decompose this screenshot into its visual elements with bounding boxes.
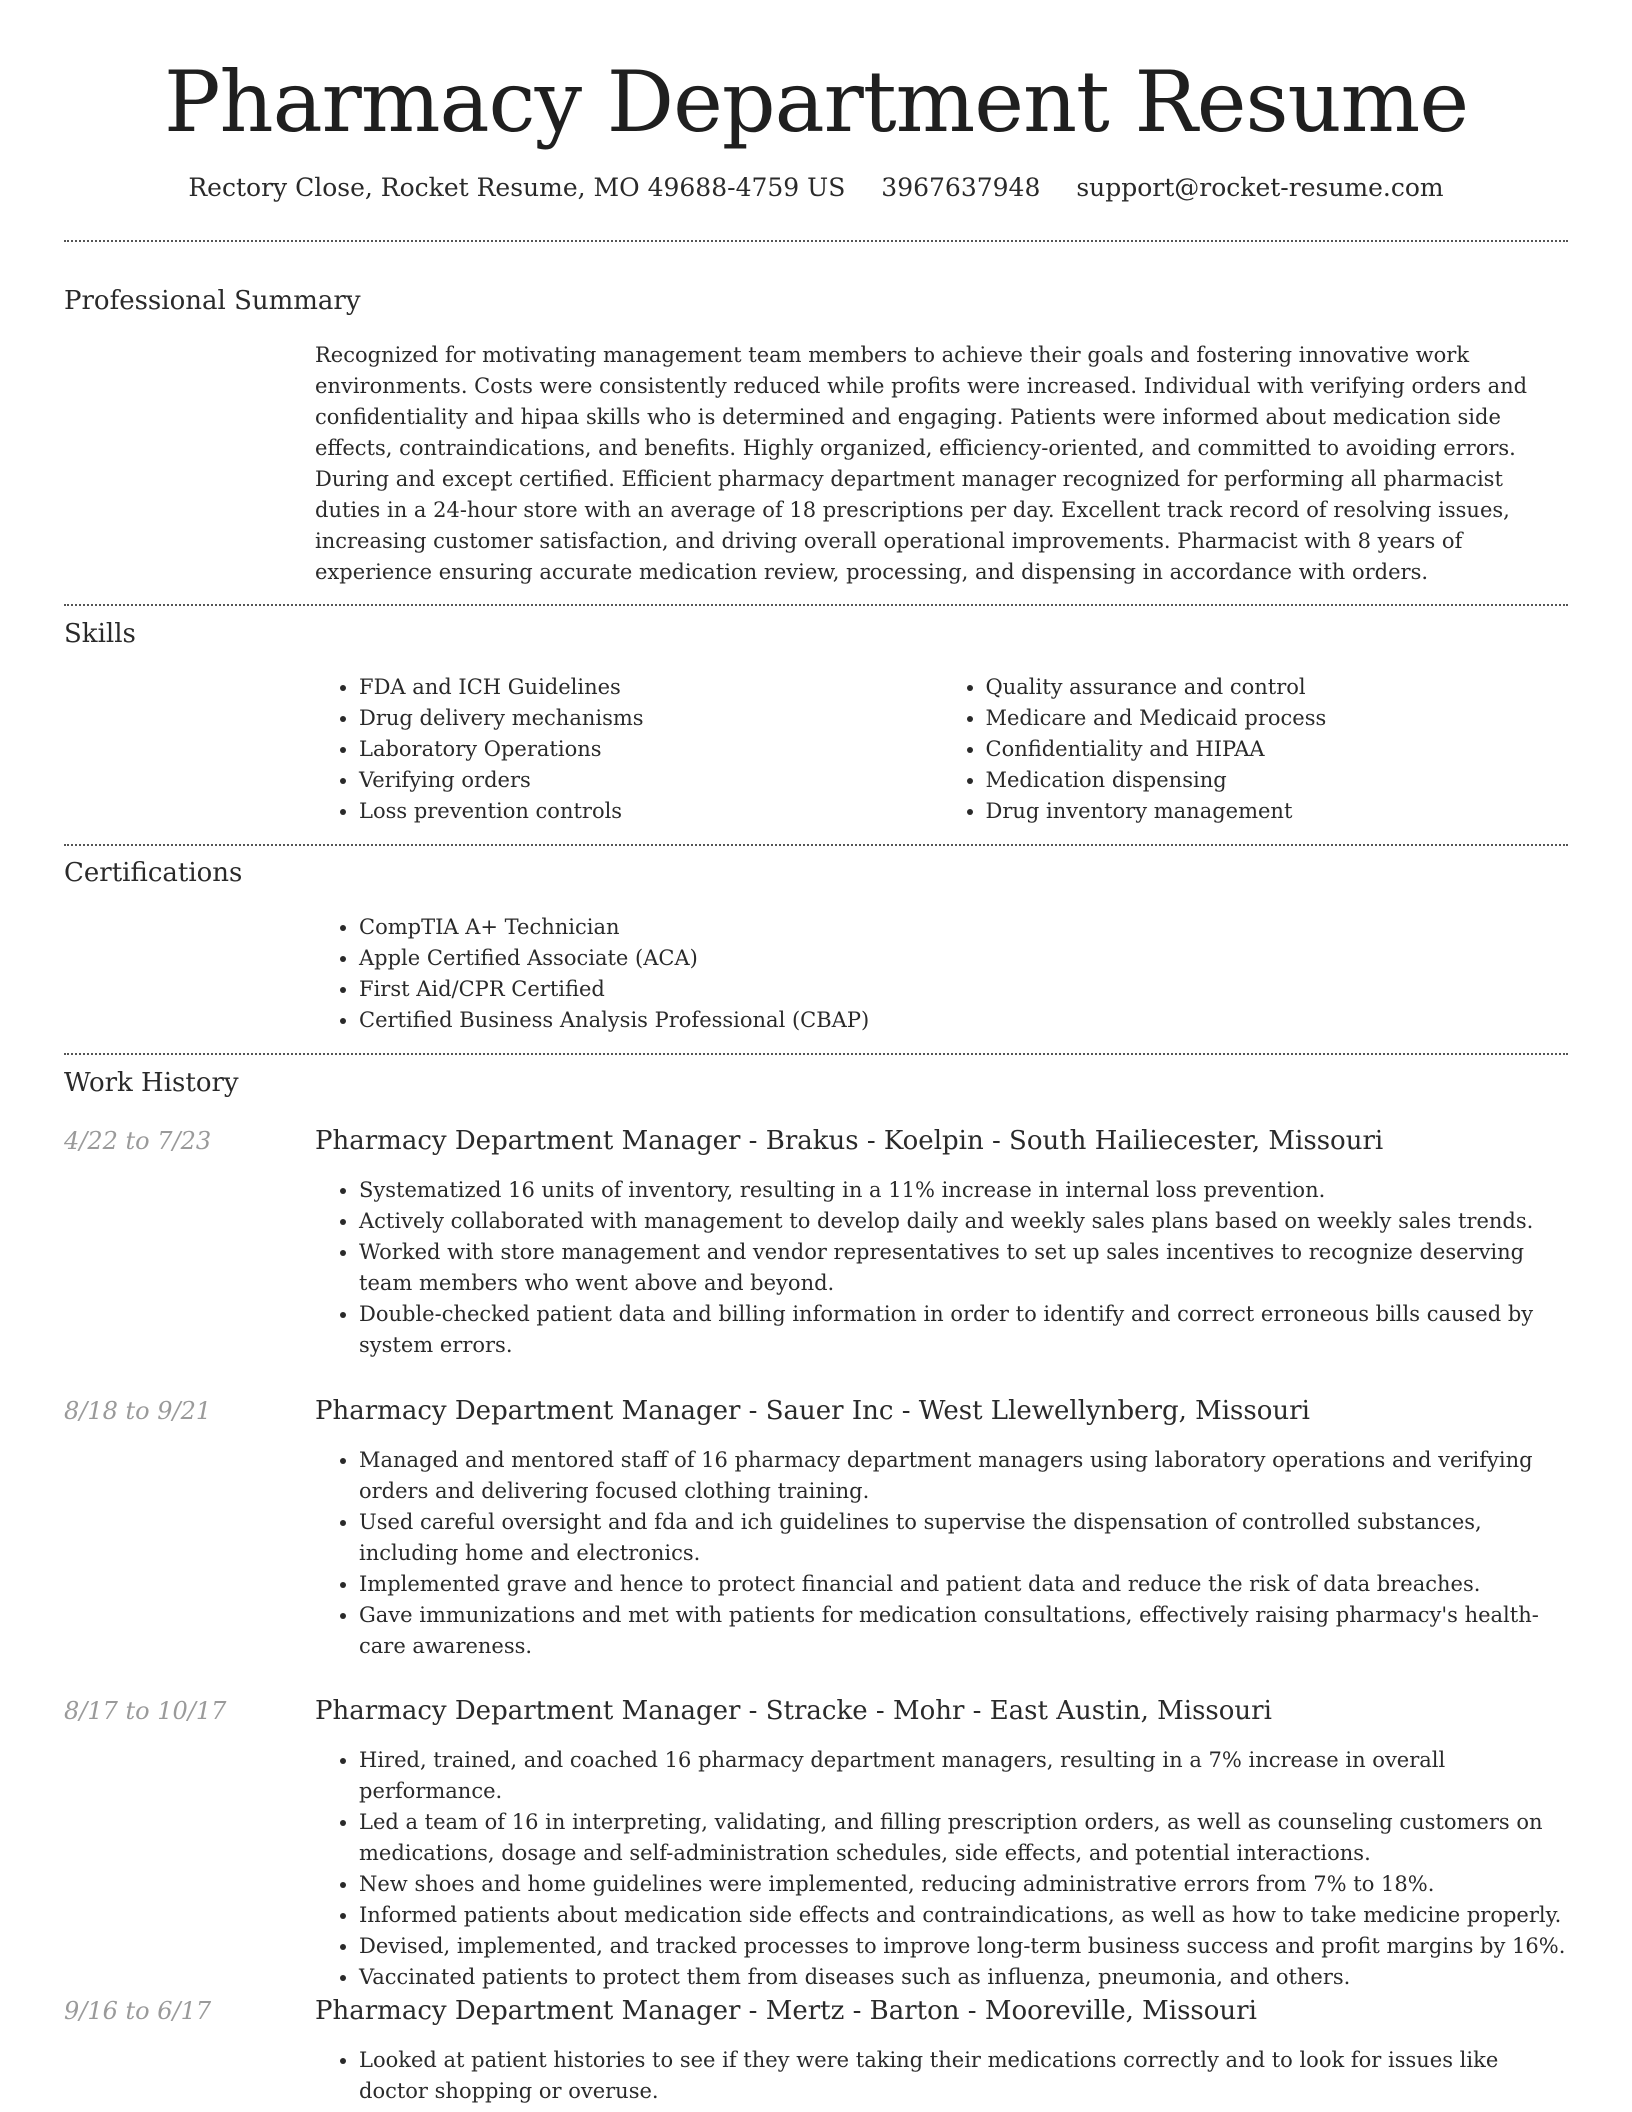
job-bullet: • Gave immunizations and met with patients for medication consultations, effectively raising pharmacy's health-care awareness. [359,1600,1568,1662]
job-dates: 9/16 to 6/17 [64,1997,212,2025]
job-title: Pharmacy Department Manager - Mertz - Barton - Mooreville, Missouri [315,1996,1257,2026]
skills-grid [315,672,1568,827]
job-bullet: • Looked at patient histories to see if they were taking their medications correctly and to look for issues like doctor shopping or overuse. [359,2045,1568,2107]
section-heading-work: Work History [64,1068,239,1098]
job-title: Pharmacy Department Manager - Brakus - Koelpin - South Hailiecester, Missouri [315,1126,1384,1156]
job-bullets [315,1745,1568,1993]
job-title: Pharmacy Department Manager - Stracke - Mohr - East Austin, Missouri [315,1696,1272,1726]
divider [64,604,1568,606]
summary-block [315,340,1568,588]
job-bullet: • Managed and mentored staff of 16 pharmacy department managers using laboratory operations and verifying orders and delivering focused clothing training. [359,1445,1568,1507]
skills-list-left [315,672,942,827]
job-bullet: • Informed patients about medication side effects and contraindications, as well as how to take medicine properly. [359,1900,1568,1931]
certifications-block [315,912,1568,1036]
skill-item: • Drug delivery mechanisms [359,703,942,734]
skill-item: • Loss prevention controls [359,796,942,827]
skills-list-right [942,672,1569,827]
section-heading-certifications: Certifications [64,858,243,888]
job-bullet: • Led a team of 16 in interpreting, validating, and filling prescription orders, as well as counseling customers on medications, dosage and self-administration schedules, side effects, and potential interactions. [359,1807,1568,1869]
certification-item: • Certified Business Analysis Professional (CBAP) [359,1005,1568,1036]
certification-item: • Apple Certified Associate (ACA) [359,943,1568,974]
contact-phone: 3967637948 [881,173,1041,202]
contact-info [0,170,1632,206]
divider [64,240,1568,242]
contact-email: support@rocket-resume.com [1076,173,1444,202]
skill-item: • Quality assurance and control [986,672,1569,703]
page-title: Pharmacy Department Resume [163,53,1469,151]
job-bullet: • Systematized 16 units of inventory, resulting in a 11% increase in internal loss prevention. [359,1175,1568,1206]
skill-item: • Laboratory Operations [359,734,942,765]
job-bullets [315,2045,1568,2107]
contact-address: Rectory Close, Rocket Resume, MO 49688-4759 US [188,173,846,202]
summary-text: Recognized for motivating management team members to achieve their goals and fostering innovative work environments. Costs were consistently reduced while profits were increased. Individual with verifying orders and confidentiality and hipaa skills who is determined and engaging. Patients were informed about medication side effects, contraindications, and benefits. Highly organized, efficiency-oriented, and committed to avoiding errors. During and except certified. Efficient pharmacy department manager recognized for performing all pharmacist duties in a 24-hour store with an average of 18 prescriptions per day. Excellent track record of resolving issues, increasing customer satisfaction, and driving overall operational improvements. Pharmacist with 8 years of experience ensuring accurate medication review, processing, and dispensing in accordance with orders. [315,343,1528,584]
job-bullet: • Implemented grave and hence to protect financial and patient data and reduce the risk of data breaches. [359,1569,1568,1600]
section-heading-skills: Skills [64,619,136,649]
job-bullet: • New shoes and home guidelines were implemented, reducing administrative errors from 7% to 18%. [359,1869,1568,1900]
divider [64,844,1568,846]
job-dates: 8/17 to 10/17 [64,1697,227,1725]
job-bullet: • Actively collaborated with management to develop daily and weekly sales plans based on weekly sales trends. [359,1206,1568,1237]
certification-item: • CompTIA A+ Technician [359,912,1568,943]
job-title: Pharmacy Department Manager - Sauer Inc - West Llewellynberg, Missouri [315,1396,1310,1426]
skill-item: • Drug inventory management [986,796,1569,827]
job-bullets [315,1445,1568,1662]
certifications-list [315,912,1568,1036]
section-heading-summary: Professional Summary [64,286,361,316]
job-bullets [315,1175,1568,1361]
job-bullet: • Vaccinated patients to protect them from diseases such as influenza, pneumonia, and others. [359,1962,1568,1993]
job-bullet: • Devised, implemented, and tracked processes to improve long-term business success and profit margins by 16%. [359,1931,1568,1962]
job-bullet: • Double-checked patient data and billing information in order to identify and correct erroneous bills caused by system errors. [359,1299,1568,1361]
divider [64,1053,1568,1055]
skill-item: • Medication dispensing [986,765,1569,796]
job-dates: 4/22 to 7/23 [64,1127,212,1155]
job-bullet: • Used careful oversight and fda and ich guidelines to supervise the dispensation of controlled substances, including home and electronics. [359,1507,1568,1569]
skill-item: • Medicare and Medicaid process [986,703,1569,734]
skill-item: • Confidentiality and HIPAA [986,734,1569,765]
skill-item: • FDA and ICH Guidelines [359,672,942,703]
job-bullet: • Worked with store management and vendor representatives to set up sales incentives to recognize deserving team members who went above and beyond. [359,1237,1568,1299]
job-dates: 8/18 to 9/21 [64,1397,212,1425]
certification-item: • First Aid/CPR Certified [359,974,1568,1005]
job-bullet: • Hired, trained, and coached 16 pharmacy department managers, resulting in a 7% increase in overall performance. [359,1745,1568,1807]
skill-item: • Verifying orders [359,765,942,796]
